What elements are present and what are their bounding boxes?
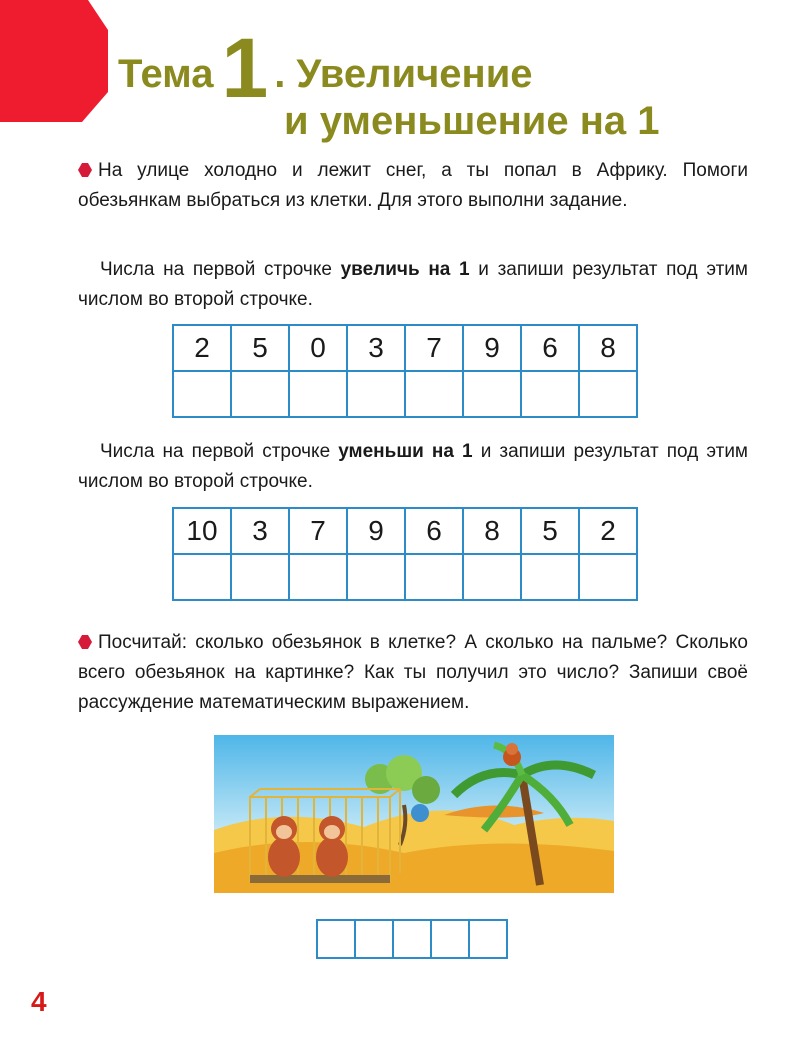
grid-answer-cell[interactable]	[173, 554, 231, 600]
grid-answer-cell[interactable]	[347, 554, 405, 600]
answer-cells	[316, 919, 508, 959]
grid-number-cell: 3	[347, 325, 405, 371]
task2-number-row	[173, 508, 637, 554]
answer-cell[interactable]	[355, 920, 393, 958]
grid-number-cell: 9	[463, 325, 521, 371]
grid-answer-cell[interactable]	[173, 371, 231, 417]
title-prefix: Тема	[118, 52, 214, 96]
red-hexagon-bullet-icon	[78, 163, 92, 177]
title-number: 1	[221, 21, 269, 115]
grid-answer-cell[interactable]	[521, 554, 579, 600]
task1-number-row	[173, 325, 637, 371]
page-title-line1	[118, 21, 533, 115]
grid-answer-cell[interactable]	[289, 371, 347, 417]
task1-bold: увеличь на 1	[340, 259, 470, 280]
red-octagon-corner-icon	[0, 0, 108, 122]
task1-grid	[172, 324, 638, 418]
task1-text-after: и запиши результат под этим числом во второй строчке.	[78, 259, 748, 310]
task1-answer-row	[173, 371, 637, 417]
grid-number-cell: 2	[173, 325, 231, 371]
grid-answer-cell[interactable]	[579, 371, 637, 417]
grid-answer-cell[interactable]	[521, 371, 579, 417]
grid-answer-cell[interactable]	[347, 371, 405, 417]
answer-cell[interactable]	[393, 920, 431, 958]
task1-instruction	[78, 255, 748, 315]
task2-text-after: и запиши результат под этим числом во второй строчке.	[78, 441, 748, 492]
page-number: 4	[31, 986, 47, 1017]
grid-answer-cell[interactable]	[463, 554, 521, 600]
answer-cell[interactable]	[469, 920, 507, 958]
grid-number-cell: 3	[231, 508, 289, 554]
intro-text: На улице холодно и лежит снег, а ты попал в Африку. Помоги обезьянкам выбраться из клетки. Для этого выполни задание.	[78, 160, 748, 211]
grid-number-cell: 6	[405, 508, 463, 554]
answer-cell[interactable]	[317, 920, 355, 958]
grid-number-cell: 8	[579, 325, 637, 371]
grid-number-cell: 6	[521, 325, 579, 371]
grid-number-cell: 9	[347, 508, 405, 554]
monkey-icon	[268, 816, 300, 877]
intro-paragraph	[78, 156, 748, 216]
monkey-icon	[316, 816, 348, 877]
grid-number-cell: 7	[405, 325, 463, 371]
grid-answer-cell[interactable]	[231, 371, 289, 417]
grid-number-cell: 7	[289, 508, 347, 554]
grid-answer-cell[interactable]	[289, 554, 347, 600]
grid-number-cell: 5	[521, 508, 579, 554]
title-part2: и уменьшение на 1	[284, 99, 660, 143]
grid-number-cell: 8	[463, 508, 521, 554]
grid-number-cell: 0	[289, 325, 347, 371]
grid-answer-cell[interactable]	[405, 371, 463, 417]
grid-number-cell: 5	[231, 325, 289, 371]
task1-text-before: Числа на первой строчке	[100, 259, 341, 280]
task3-paragraph	[78, 628, 748, 718]
monkeys-desert-illustration	[214, 735, 614, 893]
grid-answer-cell[interactable]	[231, 554, 289, 600]
grid-answer-cell[interactable]	[463, 371, 521, 417]
grid-number-cell: 2	[579, 508, 637, 554]
task2-bold: уменьши на 1	[338, 441, 473, 462]
task3-text: Посчитай: сколько обезьянок в клетке? А сколько на пальме? Сколько всего обезьянок на картинке? Как ты получил это число? Запиши своё рассуждение математическим выражением.	[78, 632, 748, 713]
grid-answer-cell[interactable]	[579, 554, 637, 600]
title-part1: . Увеличение	[274, 52, 533, 96]
grid-number-cell: 10	[173, 508, 231, 554]
task2-instruction	[78, 437, 748, 497]
task2-grid	[172, 507, 638, 601]
red-hexagon-bullet-icon	[78, 635, 92, 649]
grid-answer-cell[interactable]	[405, 554, 463, 600]
task2-text-before: Числа на первой строчке	[100, 441, 339, 462]
answer-cell[interactable]	[431, 920, 469, 958]
task2-answer-row	[173, 554, 637, 600]
